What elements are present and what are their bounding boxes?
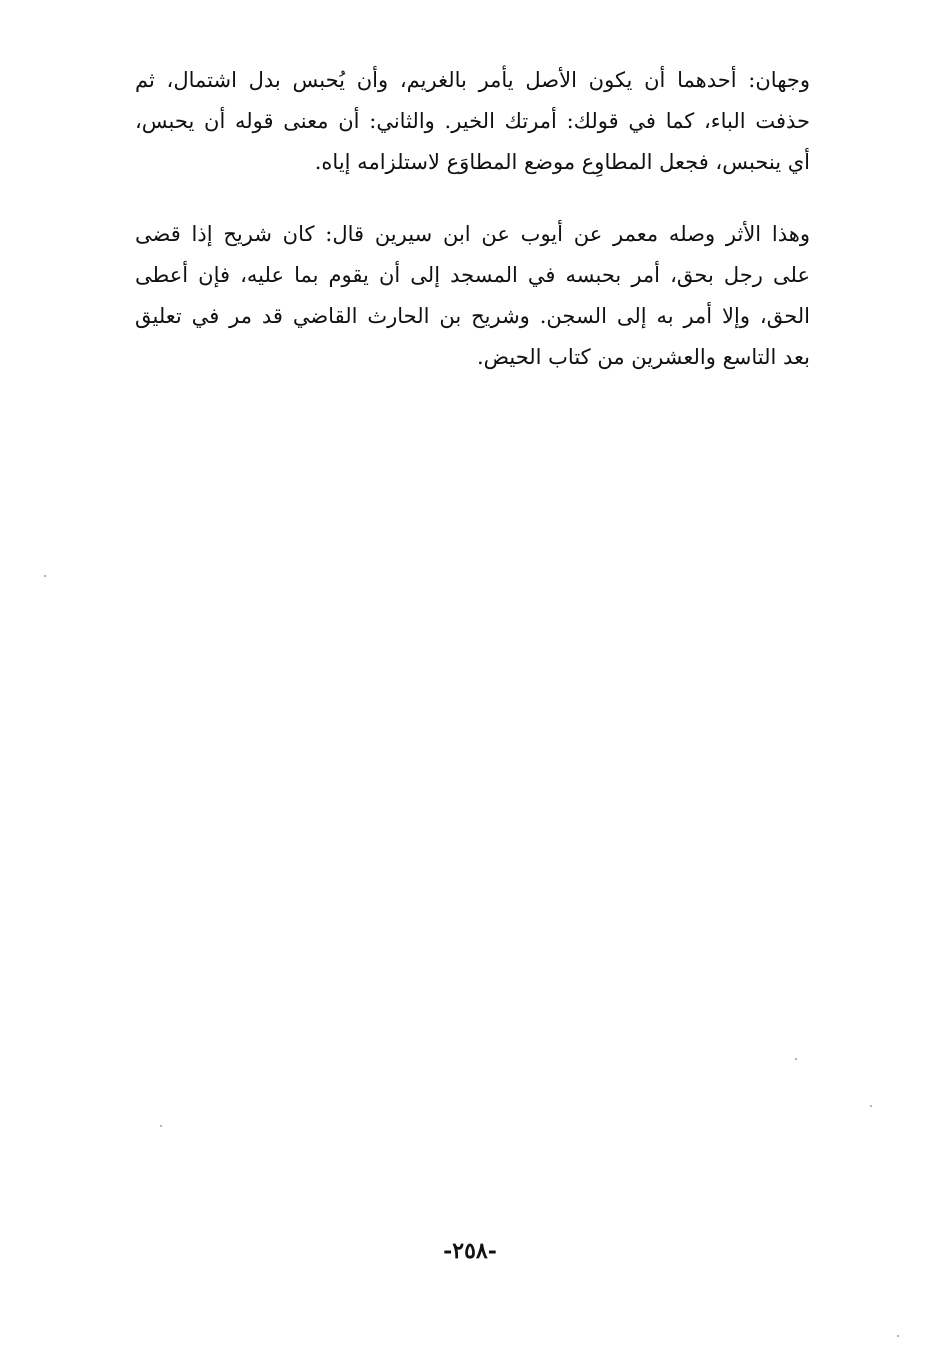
text-line: بعد التاسع والعشرين من كتاب الحيض.	[476, 345, 810, 369]
text-line: حذفت الباء، كما في قولك: أمرتك الخير. والثاني: أن معنى قوله أن يحبس،	[135, 109, 810, 133]
scan-speck	[160, 1125, 162, 1127]
text-line: الحق، وإلا أمر به إلى السجن. وشريح بن الحارث القاضي قد مر في تعليق	[135, 304, 810, 328]
page-number: -٢٥٨-	[443, 1238, 497, 1264]
text-line: أي ينحبس، فجعل المطاوِع موضع المطاوَع لاستلزامه إياه.	[314, 150, 810, 174]
paragraph-2	[135, 214, 810, 378]
paragraph-1	[135, 60, 810, 183]
text-line: وجهان: أحدهما أن يكون الأصل يأمر بالغريم، وأن يُحبس بدل اشتمال، ثم	[135, 68, 810, 92]
scan-speck	[795, 1058, 797, 1060]
scan-speck	[870, 1105, 872, 1107]
scan-speck	[44, 575, 46, 577]
text-line: على رجل بحق، أمر بحبسه في المسجد إلى أن يقوم بما عليه، فإن أعطى	[135, 263, 810, 287]
text-line: وهذا الأثر وصله معمر عن أيوب عن ابن سيرين قال: كان شريح إذا قضى	[135, 222, 810, 246]
scan-speck	[897, 1335, 899, 1337]
